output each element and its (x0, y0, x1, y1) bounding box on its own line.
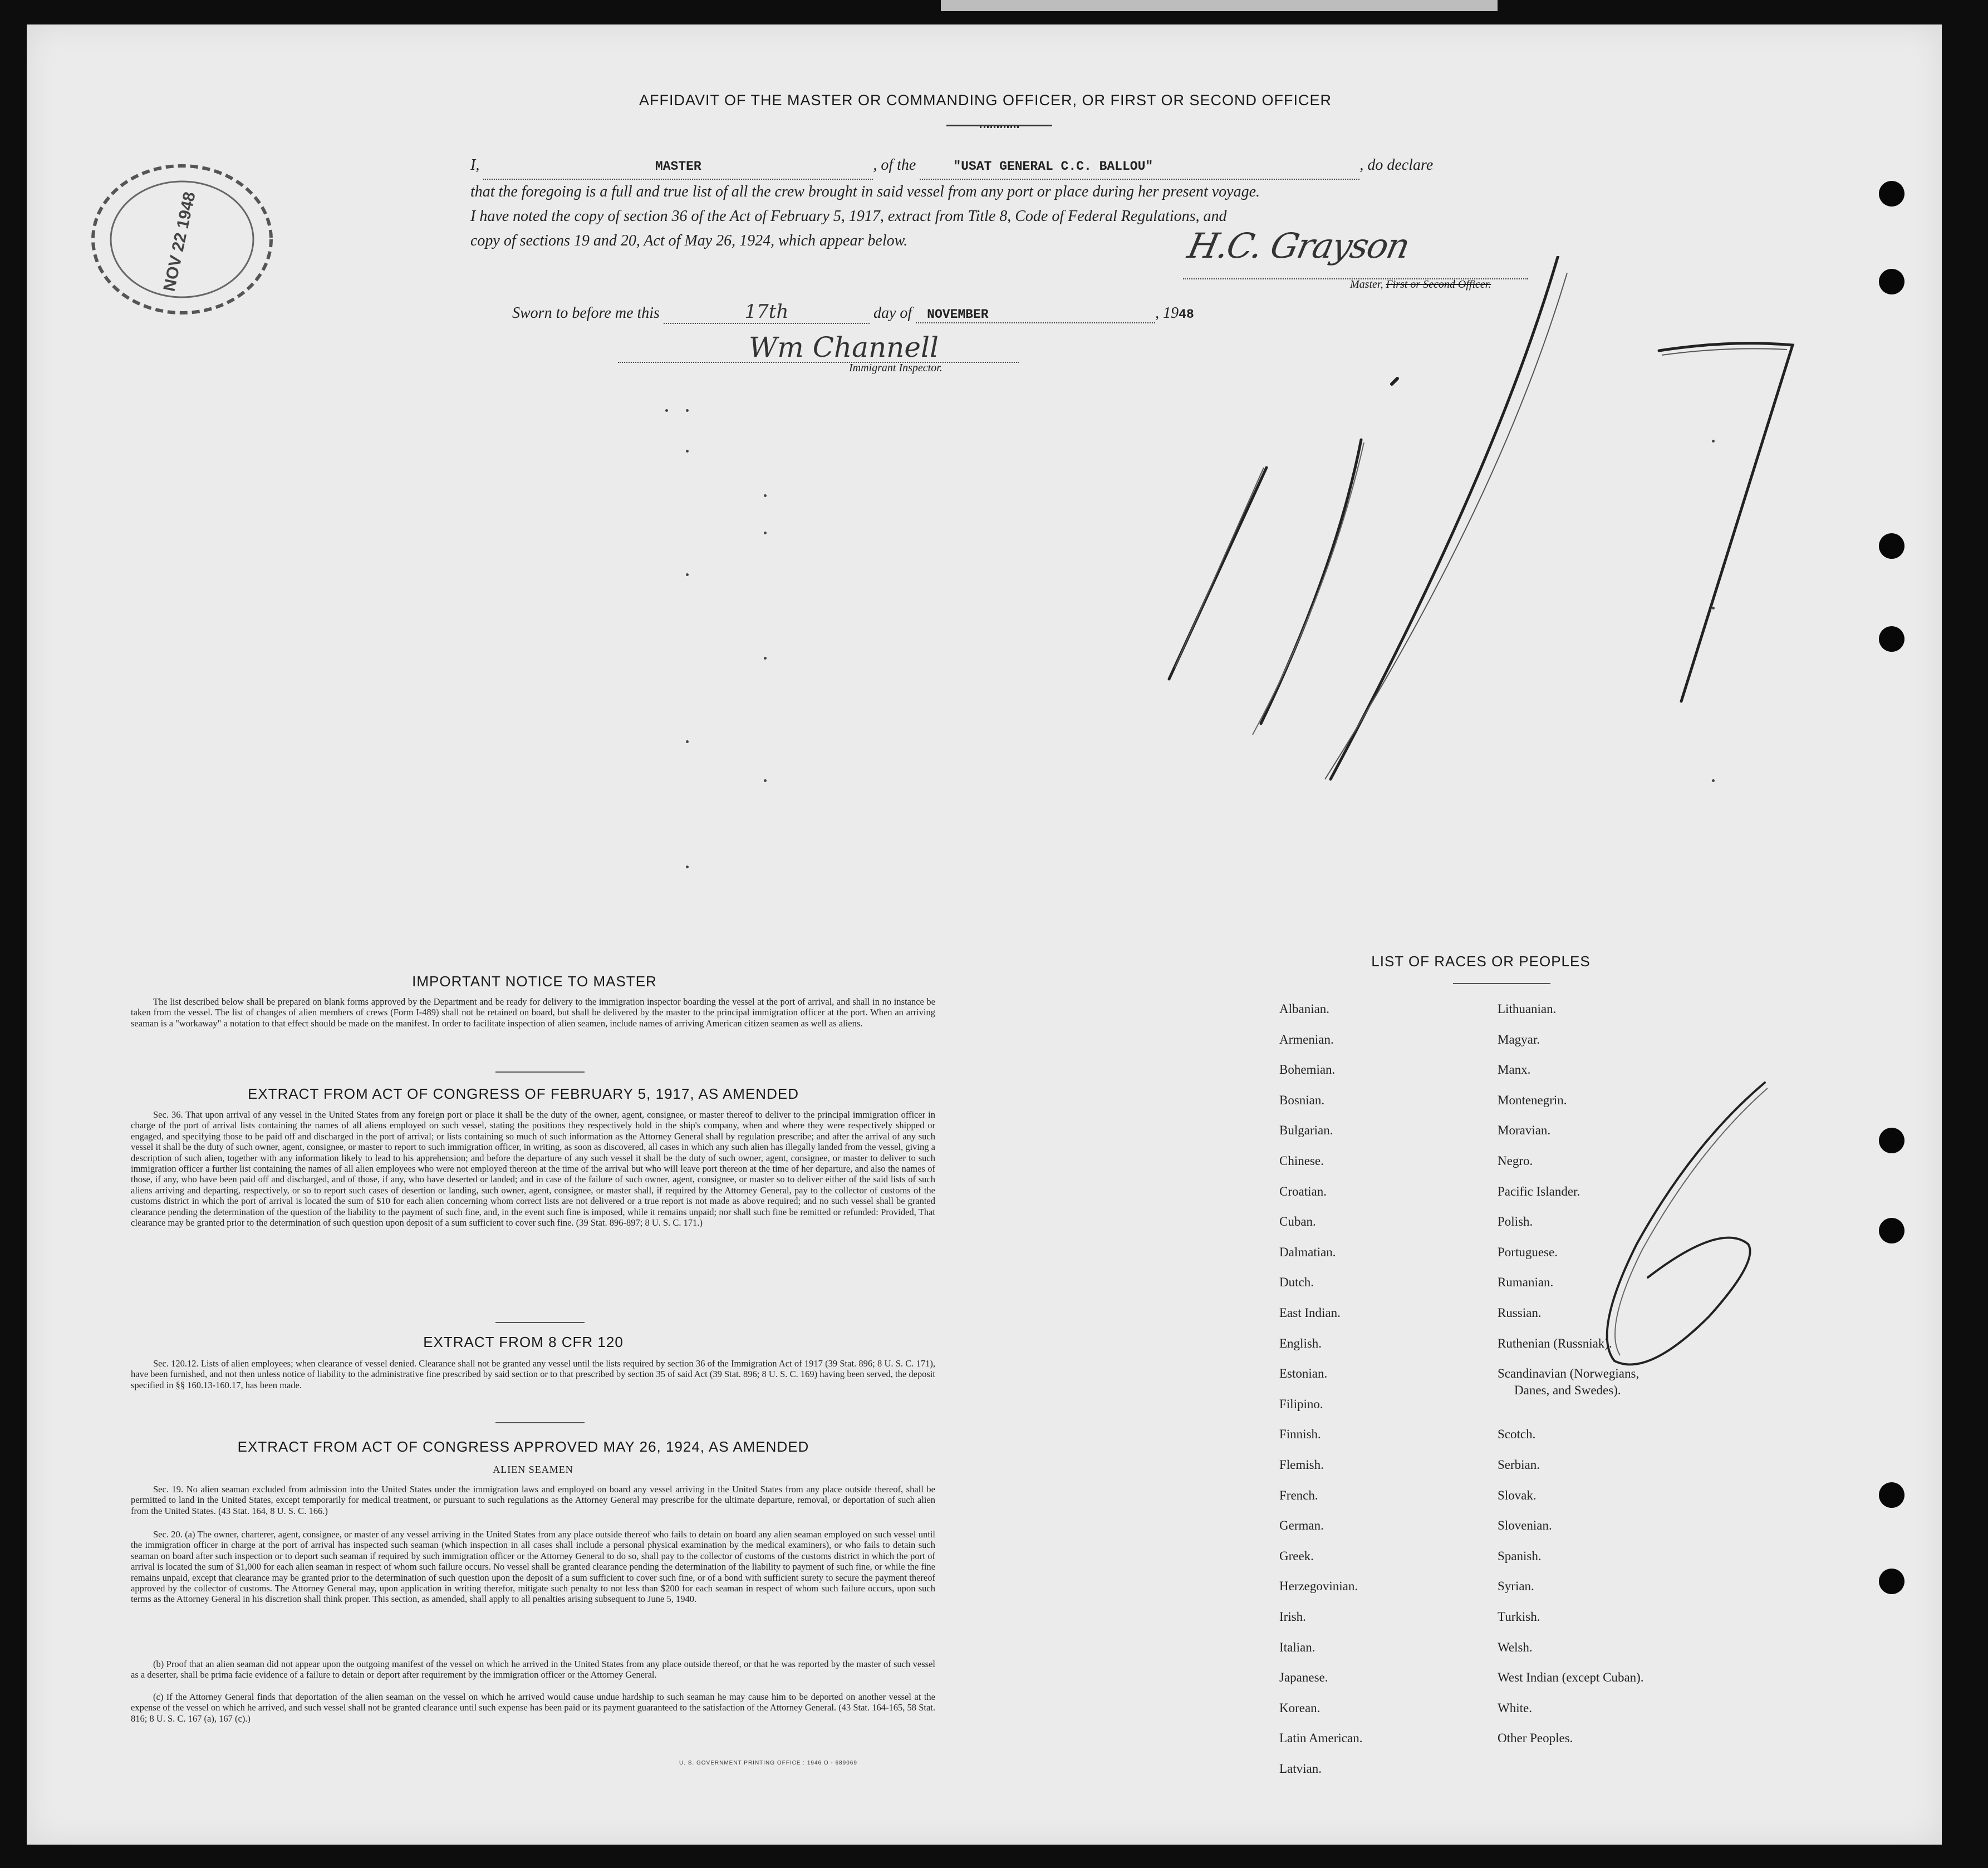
race-item: Bosnian. (1279, 1093, 1325, 1107)
race-item: German. (1279, 1518, 1324, 1533)
handwritten-number-6-graphic (1581, 1077, 1781, 1378)
extract-cfr-body: Sec. 120.12. Lists of alien employees; when clearance of vessel denied. Clearance shall not be granted any vessel until the lists required by section 36 of the Immigration Act of 1917 (39 Stat. 896; 8 U. S. C. 171), have been furnished, and not then unless notice of liability to the administrative fine prescribed by said section or to that prescribed by section 35 of said Act (39 Stat. 896; 8 U. S. C. 169) having been served, the deposit specified in §§ 160.13-160.17, has been made. (131, 1358, 935, 1390)
mark (764, 494, 767, 497)
race-item: Greek. (1279, 1549, 1314, 1563)
handwritten-number-6 (1581, 1077, 1781, 1380)
race-item: Dutch. (1279, 1275, 1314, 1290)
title-ornament (946, 125, 1052, 130)
race-item: Scandinavian (Norwegians, (1498, 1366, 1640, 1381)
punch-hole (1879, 533, 1904, 559)
vessel-value: "USAT GENERAL C.C. BALLOU" (953, 159, 1153, 174)
race-item: West Indian (except Cuban). (1498, 1670, 1644, 1685)
mark (764, 779, 767, 782)
race-item: Spanish. (1498, 1549, 1542, 1563)
inspector-signature: Wm Channell (749, 331, 939, 363)
day-value: 17th (744, 301, 789, 323)
vessel-field (920, 153, 1359, 180)
sworn-line (512, 301, 1194, 324)
race-item: White. (1498, 1700, 1532, 1715)
mark (686, 450, 689, 453)
day-field (664, 301, 870, 324)
race-item: Latvian. (1279, 1762, 1322, 1776)
race-item: English. (1279, 1336, 1322, 1350)
race-item: Russian. (1498, 1306, 1542, 1320)
race-item: Herzegovinian. (1279, 1579, 1358, 1594)
race-item: Cuban. (1279, 1215, 1316, 1229)
race-item: Pacific Islander. (1498, 1184, 1580, 1198)
race-item: Syrian. (1498, 1579, 1534, 1594)
extract-1924-sec20c: (c) If the Attorney General finds that deportation of the alien seaman on the vessel on which he arrived would cause undue hardship to such seaman he may cause him to be deported on another vessel at the expense of the vessel on which he arrived, and such vessel shall not be granted clearance until such expense has been paid or its payment guaranteed to the satisfaction of the Attorney General. (43 Stat. 164-165, 58 Stat. 816; 8 U. S. C. 167 (a), 167 (c).) (131, 1692, 935, 1724)
do-declare-label: , do declare (1359, 156, 1434, 174)
race-item: Slovak. (1498, 1488, 1537, 1502)
rank-value: MASTER (655, 159, 701, 174)
affidavit-title: AFFIDAVIT OF THE MASTER OR COMMANDING OFFICER, OR FIRST OR SECOND OFFICER (639, 92, 1332, 109)
race-item: Welsh. (1498, 1640, 1533, 1654)
race-item: Chinese. (1279, 1154, 1324, 1168)
inspector-signature-line (618, 362, 1019, 363)
race-item: Magyar. (1498, 1032, 1540, 1046)
race-item: Turkish. (1498, 1610, 1540, 1624)
race-item: Serbian. (1498, 1458, 1540, 1472)
mark (764, 532, 767, 534)
month-value: NOVEMBER (927, 307, 989, 322)
punch-hole (1879, 1218, 1904, 1243)
race-item: Latin American. (1279, 1731, 1363, 1746)
notice-title: IMPORTANT NOTICE TO MASTER (412, 973, 657, 990)
scan-tab-strip (941, 0, 1498, 11)
extract-1924-sec20b: (b) Proof that an alien seaman did not appear upon the outgoing manifest of the vessel on which he arrived in the United States from any place outside thereof, or that he was reported by the master of such vessel as a deserter, shall be prima facie evidence of a failure to detain or deport after requirement by the immigration officer or the Attorney General. (131, 1659, 935, 1680)
receiving-stamp (85, 159, 279, 320)
race-item: Other Peoples. (1498, 1731, 1573, 1746)
race-item: Lithuanian. (1498, 1002, 1557, 1016)
stamp-graphic (85, 159, 279, 320)
race-item: Portuguese. (1498, 1245, 1558, 1259)
race-item: Albanian. (1279, 1002, 1330, 1016)
race-item: Ruthenian (Russniak). (1498, 1336, 1612, 1350)
race-item: Scotch. (1498, 1427, 1536, 1442)
of-the-label: , of the (873, 156, 916, 174)
race-item: Finnish. (1279, 1427, 1321, 1442)
handwritten-number (1164, 256, 1804, 793)
punch-hole (1879, 181, 1904, 207)
race-item: Slovenian. (1498, 1518, 1552, 1533)
mark (686, 409, 689, 412)
punch-hole (1879, 269, 1904, 294)
race-item: Bulgarian. (1279, 1123, 1333, 1138)
mark (686, 740, 689, 743)
race-item: Polish. (1498, 1215, 1533, 1229)
punch-hole (1879, 626, 1904, 652)
day-of-label: day of (873, 304, 912, 322)
race-item: Armenian. (1279, 1032, 1334, 1046)
mark (764, 657, 767, 660)
mark (686, 573, 689, 576)
race-item: Moravian. (1498, 1123, 1551, 1138)
mark (686, 866, 689, 868)
race-item: Montenegrin. (1498, 1093, 1567, 1107)
races-divider (1453, 983, 1550, 984)
races-title: LIST OF RACES OR PEOPLES (1371, 953, 1591, 970)
printing-office-imprint: U. S. GOVERNMENT PRINTING OFFICE : 1946 O - 689069 (679, 1760, 857, 1766)
punch-hole (1879, 1482, 1904, 1508)
race-item: Irish. (1279, 1610, 1306, 1624)
notice-body: The list described below shall be prepared on blank forms approved by the Department and be ready for delivery to the immigration inspector boarding the vessel at the port of arrival, and shall in no instance be taken from the vessel. The list of changes of alien members of crews (Form I-489) shall not be retained on board, but shall be delivered by the master to the principal immigration officer at the port. When an arriving seaman is a "workaway" a notation to that effect should be made on the manifest. In order to facilitate inspection of alien seamen, include names of arriving American citizen seamen as well as aliens. (131, 996, 935, 1029)
extract-1924-sec19: Sec. 19. No alien seaman excluded from admission into the United States under the immigration laws and employed on board any vessel arriving in the United States from any place outside thereof, shall be permitted to land in the United States, except temporarily for medical treatment, or pursuant to such regulations as the Attorney General may prescribe for the ultimate departure, removal, or deportation of such alien from the United States. (43 Stat. 164, 8 U. S. C. 166.) (131, 1484, 935, 1516)
punch-hole (1879, 1569, 1904, 1594)
master-signature: H.C. Grayson (1184, 225, 1413, 266)
punch-hole (1879, 1128, 1904, 1153)
race-item: Japanese. (1279, 1670, 1328, 1685)
race-item: Dalmatian. (1279, 1245, 1336, 1259)
mark (665, 409, 668, 412)
handwritten-number-graphic (1164, 256, 1804, 790)
race-item: Rumanian. (1498, 1275, 1554, 1290)
stamp-date: NOV 22 1948 (160, 190, 199, 293)
race-item: Negro. (1498, 1154, 1533, 1168)
extract-1924-title: EXTRACT FROM ACT OF CONGRESS APPROVED MAY 26, 1924, AS AMENDED (237, 1438, 809, 1455)
race-item: Croatian. (1279, 1184, 1327, 1198)
extract-1924-sec20a: Sec. 20. (a) The owner, charterer, agent, consignee, or master of any vessel arriving in the United States from any place outside thereof who fails to detain on board any alien seaman employed on such vessel until the immigration officer in charge at the port of arrival has inspected such seaman (which inspection in all cases shall include a personal physical examination by the medical examiners), or who fails to detain such seaman on board after such inspection or to deport such seaman if required by such immigration officer or the Attorney General to do so, shall pay to the collector of customs of the customs district in which the port of arrival is located the sum of $1,000 for each alien seaman in respect of whom such failure occurs. No vessel shall be granted clearance pending the determination of the liability to payment of such fine, or while the fine remains unpaid, except that clearance may be granted prior to the determination of such question upon the deposit of a sum sufficient to cover such fine, or of a bond with sufficient surety to secure the payment thereof approved by the collector of customs. The Attorney General may, upon application in writing therefor, mitigate such penalty to not less than $200 for each seaman in respect of whom such failure occurs, upon such terms as the Attorney General in his discretion shall think proper. This section, as amended, shall apply to all penalties arising subsequent to June 5, 1940. (131, 1529, 935, 1605)
race-item: East Indian. (1279, 1306, 1341, 1320)
year-prefix: , 19 (1155, 304, 1179, 322)
alien-seamen-subtitle: ALIEN SEAMEN (493, 1464, 573, 1475)
year-value: 48 (1179, 307, 1194, 322)
race-item: French. (1279, 1488, 1318, 1502)
master-label: Master, (1350, 278, 1383, 291)
month-field (916, 304, 1155, 323)
race-item: Korean. (1279, 1700, 1321, 1715)
declaration-line-2: that the foregoing is a full and true list of all the crew brought in said vessel from any port or place during her present voyage. (470, 183, 1260, 200)
divider (495, 1071, 585, 1073)
race-item: Bohemian. (1279, 1063, 1336, 1077)
rank-field (483, 153, 873, 180)
inspector-label: Immigrant Inspector. (849, 362, 943, 374)
race-item: Estonian. (1279, 1366, 1328, 1381)
extract-1917-body: Sec. 36. That upon arrival of any vessel in the United States from any foreign port or place it shall be the duty of the owner, agent, consignee, or master thereof to deliver to the principal immigration officer in charge of the port of arrival lists containing the names of all aliens employed on such vessel, stating the positions they respectively hold in the ship's company, when and where they were respectively shipped or engaged, and specifying those to be paid off and discharged in the port of arrival; or lists containing so much of such information as the Attorney General shall by regulation prescribe; and after the arrival of any such vessel it shall be the duty of such owner, agent, consignee, or master to report to such immigration officer, in writing, as soon as discovered, all cases in which any such alien has illegally landed from the vessel, giving a description of such alien, together with any information likely to lead to his apprehension; and before the departure of any such vessel it shall be the duty of such owner, agent, consignee, or master to deliver to such immigration officer a further list containing the names of all alien employees who were not employed thereon at the time of the arrival but who will leave port thereon at the time of her departure, and also the names of those, if any, who have been paid off and discharged, and of those, if any, who have deserted or landed; and in case of the failure of such owner, agent, consignee, or master so to deliver either of the said lists of such aliens arriving and departing, respectively, or so to report such cases of desertion or landing, such owner, agent, consignee, or master shall, if required by the Attorney General, pay to the collector of customs of the customs district in which the port of arrival is located the sum of $10 for each alien concerning whom correct lists are not delivered or a true report is not made as above required; and no such vessel shall be granted clearance pending the determination of the question of the liability to the payment of such fine, and, in the event such fine is imposed, while it remains unpaid; nor shall such fine be remitted or refunded: Provided, That clearance may be granted prior to the determination of such question upon deposit of a sum sufficient to cover such fine. (39 Stat. 896-897; 8 U. S. C. 171.) (131, 1109, 935, 1228)
divider (495, 1322, 585, 1323)
divider (495, 1422, 585, 1423)
extract-cfr-title: EXTRACT FROM 8 CFR 120 (423, 1334, 624, 1350)
declaration-line-1 (470, 153, 1539, 180)
race-item: Flemish. (1279, 1458, 1324, 1472)
race-item: Filipino. (1279, 1397, 1323, 1411)
declaration-line-4: copy of sections 19 and 20, Act of May 26, 1924, which appear below. (470, 232, 908, 249)
race-item: Manx. (1498, 1063, 1531, 1077)
race-item: Italian. (1279, 1640, 1315, 1654)
i-label: I, (470, 156, 480, 174)
race-item: Danes, and Swedes). (1514, 1383, 1621, 1398)
struck-officer-label: First or Second Officer. (1386, 278, 1491, 291)
extract-1917-title: EXTRACT FROM ACT OF CONGRESS OF FEBRUARY 5, 1917, AS AMENDED (248, 1085, 799, 1102)
sworn-label: Sworn to before me this (512, 304, 660, 322)
declaration-line-3: I have noted the copy of section 36 of the Act of February 5, 1917, extract from Title 8, Code of Federal Regulations, and (470, 208, 1227, 225)
